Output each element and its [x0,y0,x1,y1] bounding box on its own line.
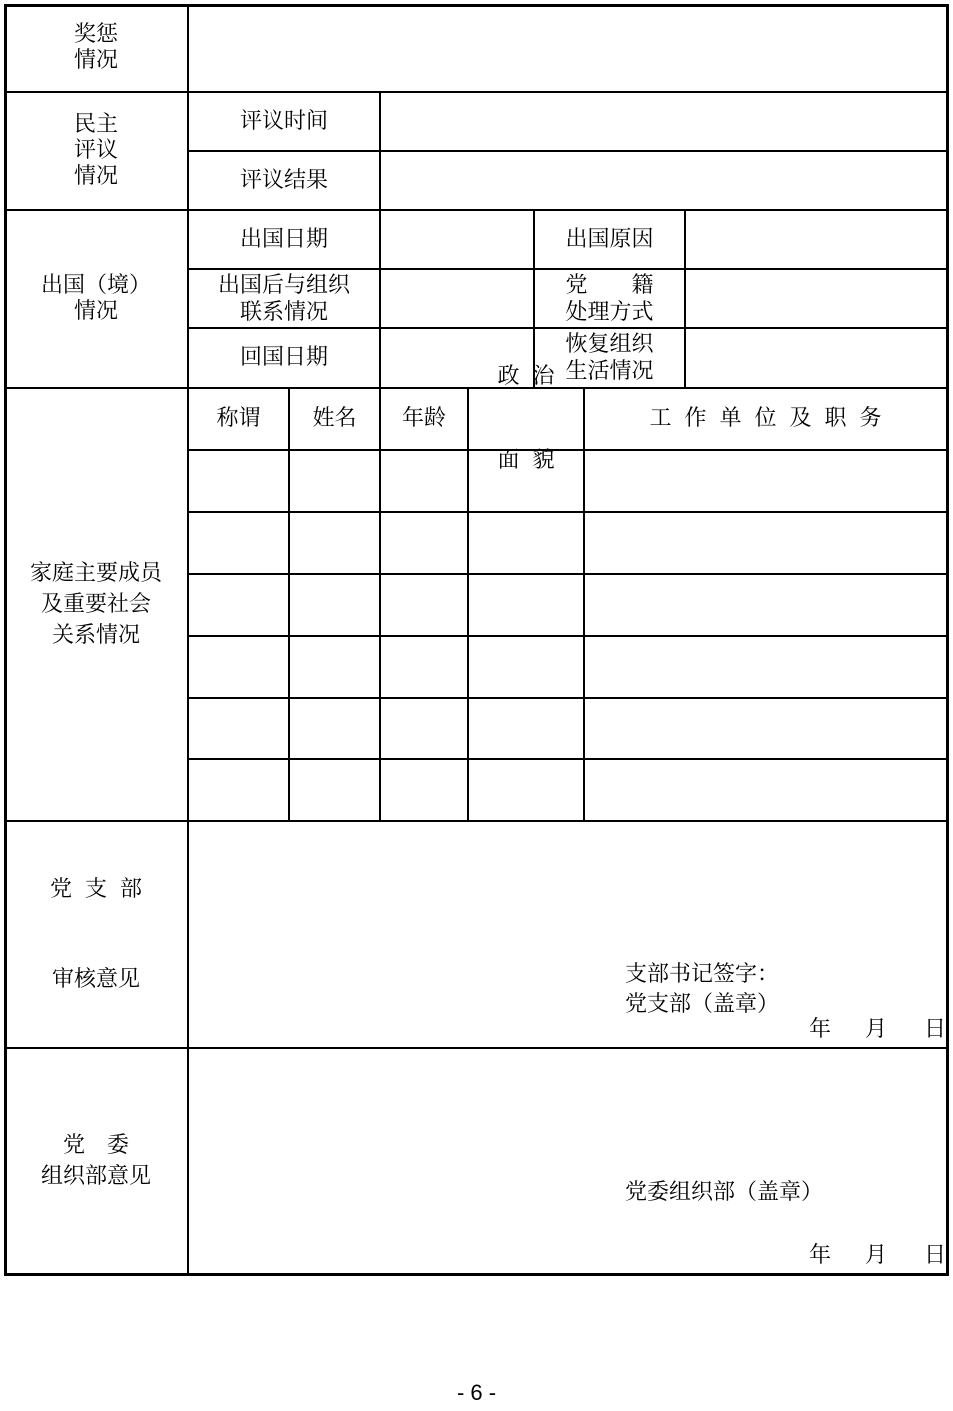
review-label-cell [5,93,189,211]
branch-seal-label: 党支部（盖章） [625,992,780,1017]
secretary-signature-label: 支部书记签字： [625,962,780,987]
committee-date-month: 月 [865,1243,888,1268]
family-member-row [189,575,948,637]
political-status-field [469,451,585,513]
branch-review-label-line: 党 支 部 [50,876,142,902]
committee-opinion-label-line: 组织部意见 [40,1164,151,1189]
branch-review-label-cell [5,822,189,1049]
review-label-line: 评议 [73,138,118,163]
age-field [381,699,469,760]
relation-field [189,513,290,575]
membership-handling-label-line: 党 籍 [565,272,654,298]
branch-review-label-line: 审核意见 [51,966,140,992]
work-position-field [585,699,948,760]
age-field [381,637,469,699]
column-header-work-position-label: 工 作 单 位 及 职 务 [649,406,882,431]
review-result-value-field [381,152,948,211]
abroad-contact-label-line: 联系情况 [239,299,328,325]
age-field [381,451,469,513]
resume-activity-label-line: 恢复组织 [565,332,654,357]
column-header-age [381,389,469,451]
departure-reason-label-cell [535,211,686,270]
review-time-label-cell [189,93,381,152]
committee-opinion-field [189,1049,948,1275]
column-header-political-status-line: 面 貌 [497,448,555,473]
column-header-relation [189,389,290,451]
committee-date-year: 年 [809,1243,832,1268]
branch-date-year: 年 [809,1017,832,1042]
committee-opinion-label-line: 党 委 [62,1133,129,1158]
resume-activity-label-line: 生活情况 [565,359,654,384]
family-member-row [189,637,948,699]
family-label-line: 及重要社会 [40,592,151,617]
committee-date-day: 日 [924,1243,947,1268]
review-result-label-cell [189,152,381,211]
relation-field [189,575,290,637]
family-label-cell [5,389,189,822]
departure-date-label-cell [189,211,381,270]
family-label-line: 关系情况 [51,623,140,648]
abroad-label-line: 情况 [73,299,118,324]
political-status-field [469,699,585,760]
branch-date-day: 日 [924,1017,947,1042]
departure-reason-label: 出国原因 [565,226,654,252]
work-position-field [585,451,948,513]
abroad-contact-label-cell [189,270,381,329]
awards-label-line: 情况 [73,48,118,73]
name-field [290,513,381,575]
family-member-row [189,699,948,760]
abroad-label-line: 出国（境） [40,273,151,298]
abroad-label-cell [5,211,189,389]
column-header-relation-label: 称谓 [216,406,261,431]
review-label-line: 民主 [73,112,118,137]
branch-review-opinion-field [189,822,948,1049]
committee-opinion-label-cell [5,1049,189,1275]
name-field [290,699,381,760]
work-position-field [585,637,948,699]
political-status-field [469,760,585,822]
relation-field [189,760,290,822]
awards-value-field [189,5,948,93]
family-member-row [189,513,948,575]
committee-seal-label: 党委组织部（盖章） [625,1180,824,1205]
column-header-age-label: 年龄 [401,406,446,431]
return-date-label: 回国日期 [239,345,328,370]
political-status-field [469,513,585,575]
review-time-label: 评议时间 [239,108,328,134]
relation-field [189,699,290,760]
review-time-value-field [381,93,948,152]
family-label-line: 家庭主要成员 [29,561,162,586]
family-member-row [189,760,948,822]
column-header-name [290,389,381,451]
age-field [381,575,469,637]
departure-date-label: 出国日期 [239,226,328,252]
relation-field [189,637,290,699]
age-field [381,513,469,575]
work-position-field [585,513,948,575]
resume-activity-value-field [686,329,948,389]
review-label-line: 情况 [73,164,118,189]
page-number: - 6 - [456,1380,497,1405]
branch-date-month: 月 [865,1017,888,1042]
column-header-political-status-line: 政 治 [497,364,555,389]
abroad-contact-label-line: 出国后与组织 [217,272,350,298]
membership-handling-value-field [686,270,948,329]
work-position-field [585,760,948,822]
departure-date-value-field [381,211,535,270]
column-header-work-position [585,389,948,451]
departure-reason-value-field [686,211,948,270]
work-position-field [585,575,948,637]
review-result-label: 评议结果 [239,167,328,193]
name-field [290,451,381,513]
column-header-political-status [469,364,585,473]
family-member-row [189,451,948,513]
political-status-field [469,575,585,637]
membership-handling-label-line: 处理方式 [565,299,654,325]
relation-field [189,451,290,513]
name-field [290,575,381,637]
name-field [290,637,381,699]
awards-label-line: 奖惩 [73,22,118,47]
age-field [381,760,469,822]
return-date-label-cell [189,329,381,389]
name-field [290,760,381,822]
political-status-field [469,637,585,699]
column-header-name-label: 姓名 [312,406,357,431]
awards-label-cell [5,5,189,93]
